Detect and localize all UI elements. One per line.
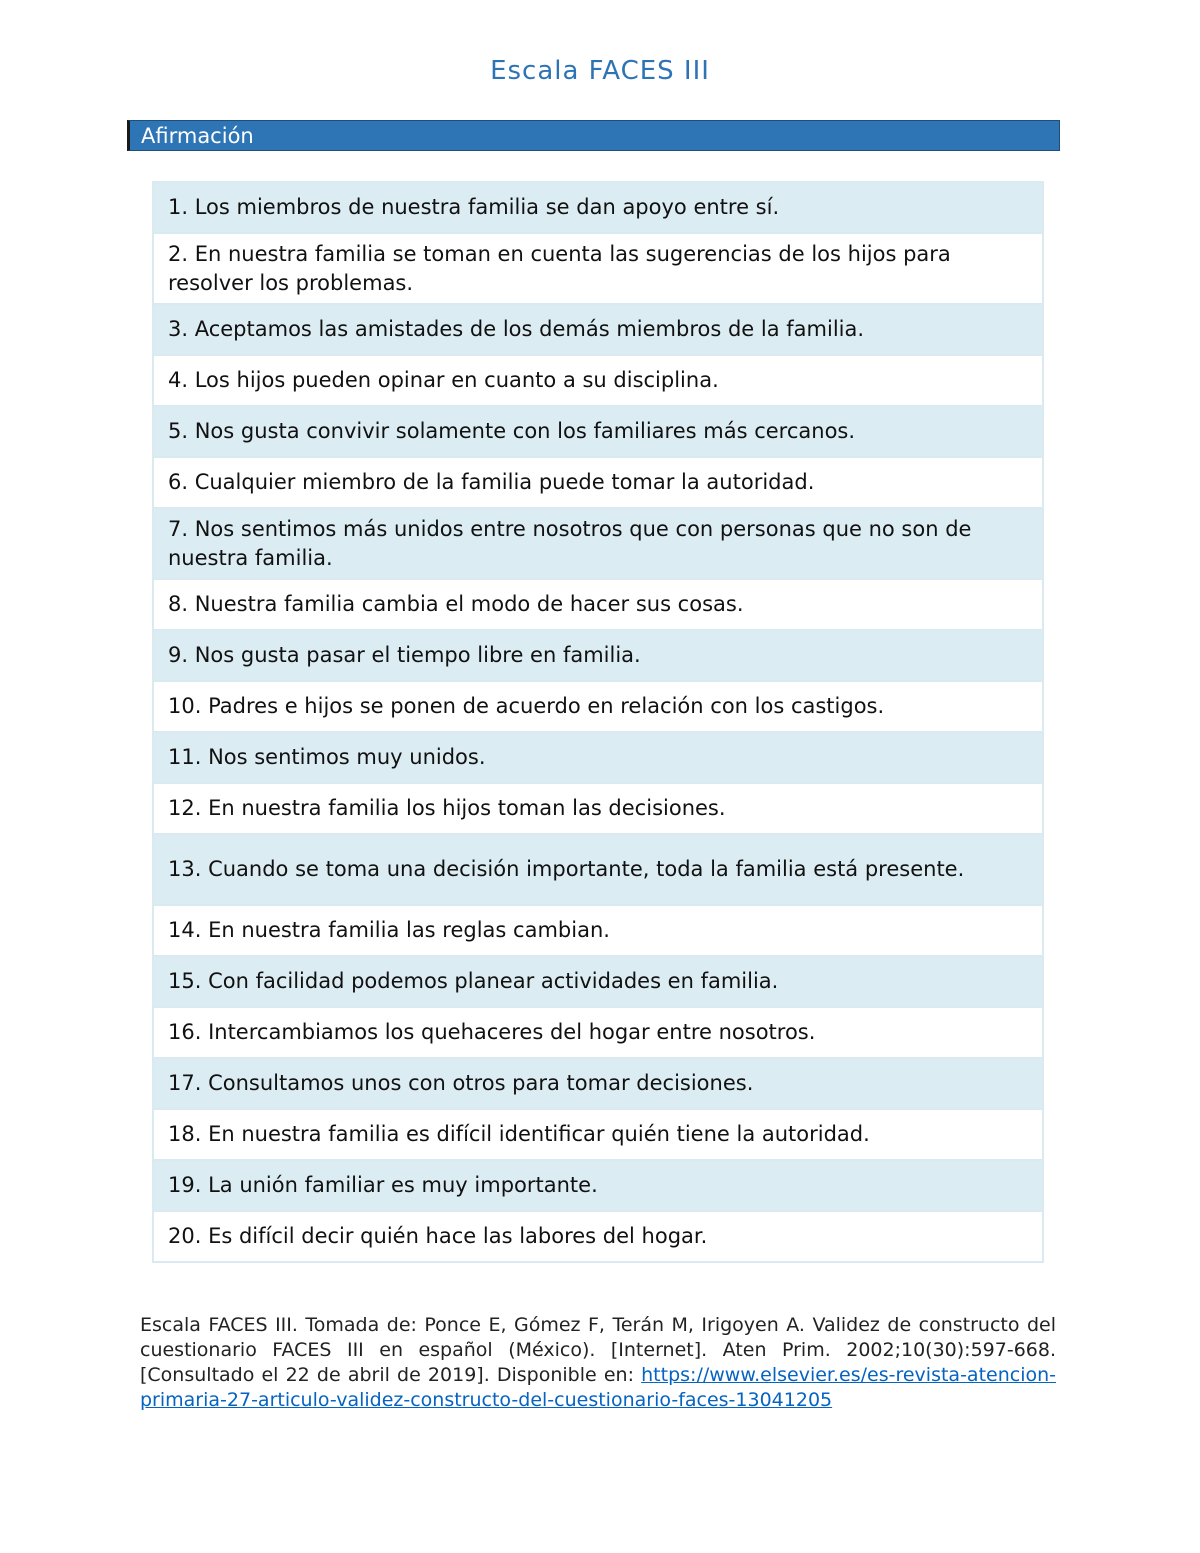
statement-cell: 16. Intercambiamos los quehaceres del hogar entre nosotros. [153,1007,1043,1058]
document-title: Escala FACES III [490,56,710,86]
statement-cell: 3. Aceptamos las amistades de los demás miembros de la familia. [153,304,1043,355]
table-row [153,579,1043,630]
statements-table [152,181,1044,1263]
table-row [153,304,1043,355]
table-row [153,630,1043,681]
table-row [153,1007,1043,1058]
statement-cell: 11. Nos sentimos muy unidos. [153,732,1043,783]
table-row [153,956,1043,1007]
table-row [153,233,1043,304]
table-row [153,1109,1043,1160]
table-row [153,732,1043,783]
reference-note [140,1313,1056,1413]
statement-cell: 10. Padres e hijos se ponen de acuerdo en relación con los castigos. [153,681,1043,732]
table-row [153,681,1043,732]
table-row [153,1058,1043,1109]
table-row [153,905,1043,956]
statement-cell: 8. Nuestra familia cambia el modo de hacer sus cosas. [153,579,1043,630]
statement-cell: 12. En nuestra familia los hijos toman las decisiones. [153,783,1043,834]
statement-cell: 6. Cualquier miembro de la familia puede tomar la autoridad. [153,457,1043,508]
statement-cell: 9. Nos gusta pasar el tiempo libre en familia. [153,630,1043,681]
table-row [153,182,1043,233]
statement-cell: 18. En nuestra familia es difícil identificar quién tiene la autoridad. [153,1109,1043,1160]
statement-cell: 1. Los miembros de nuestra familia se dan apoyo entre sí. [153,182,1043,233]
statement-cell: 15. Con facilidad podemos planear actividades en familia. [153,956,1043,1007]
table-row [153,508,1043,579]
table-row [153,783,1043,834]
table-header-bar [127,120,1060,151]
statement-cell: 4. Los hijos pueden opinar en cuanto a su disciplina. [153,355,1043,406]
reference-text: Escala FACES III. Tomada de: Ponce E, Gómez F, Terán M, Irigoyen A. Validez de constructo del cuestionario FACES III en español (México). [Internet]. Aten Prim. 2002;10(30):597-668. [Consultado el 22 de abril de 2019]. Disponible en: [140,1314,1056,1386]
table-row [153,355,1043,406]
statement-cell: 19. La unión familiar es muy importante. [153,1160,1043,1211]
statement-cell: 2. En nuestra familia se toman en cuenta las sugerencias de los hijos para resolver los problemas. [153,233,1043,304]
statement-cell: 13. Cuando se toma una decisión importante, toda la familia está presente. [153,834,1043,905]
statement-cell: 17. Consultamos unos con otros para tomar decisiones. [153,1058,1043,1109]
statement-cell: 7. Nos sentimos más unidos entre nosotros que con personas que no son de nuestra familia. [153,508,1043,579]
table-row [153,1211,1043,1262]
statement-cell: 5. Nos gusta convivir solamente con los familiares más cercanos. [153,406,1043,457]
statement-cell: 14. En nuestra familia las reglas cambian. [153,905,1043,956]
table-row [153,457,1043,508]
table-row [153,406,1043,457]
table-row [153,834,1043,905]
table-header-label: Afirmación [141,124,254,148]
reference-link[interactable]: https://www.elsevier.es/es-revista-atencion-primaria-27-articulo-validez-constructo-del-cuestionario-faces-13041205 [140,1364,1056,1411]
table-row [153,1160,1043,1211]
statement-cell: 20. Es difícil decir quién hace las labores del hogar. [153,1211,1043,1262]
